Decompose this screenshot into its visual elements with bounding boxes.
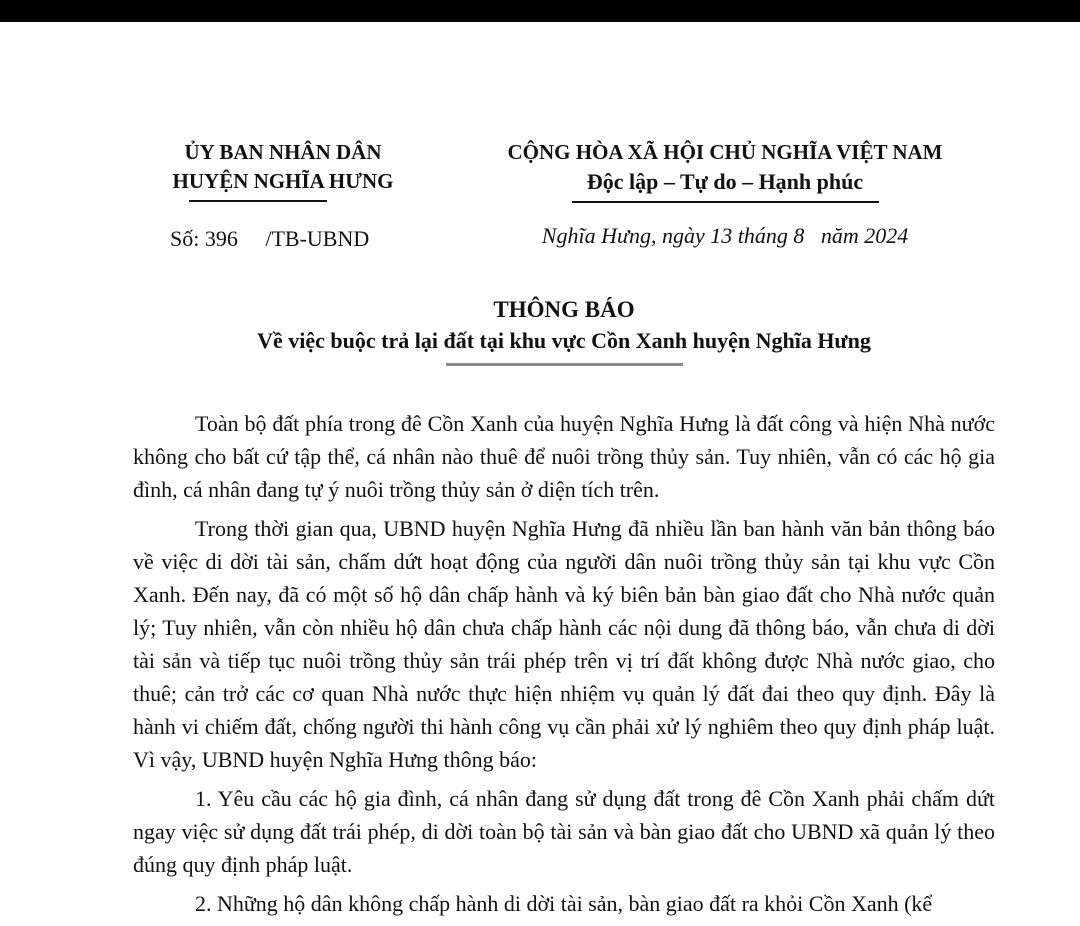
notice-title-block <box>133 296 995 366</box>
national-motto: Độc lập – Tự do – Hạnh phúc <box>586 169 864 194</box>
body-paragraph-2: Trong thời gian qua, UBND huyện Nghĩa Hưng đã nhiều lần ban hành văn bản thông báo về việc di dời tài sản, chấm dứt hoạt động của người dân nuôi trồng thủy sản tại khu vực Cồn Xanh. Đến nay, đã có một số hộ dân chấp hành và ký biên bản bàn giao đất cho Nhà nước quản lý; Tuy nhiên, vẫn còn nhiều hộ dân chưa chấp hành các nội dung đã thông báo, vẫn chưa di dời tài sản và tiếp tục nuôi trồng thủy sản trái phép trên vị trí đất không được Nhà nước giao, cho thuê; cản trở các cơ quan Nhà nước thực hiện nhiệm vụ quản lý đất đai theo quy định. Đây là hành vi chiếm đất, chống người thi hành công vụ cần phải xử lý nghiêm theo quy định pháp luật. Vì vậy, UBND huyện Nghĩa Hưng thông báo: <box>133 516 995 772</box>
issuing-authority-locality: HUYỆN NGHĨA HƯNG <box>172 169 394 193</box>
document-header <box>0 138 1080 252</box>
body-paragraph-4-cut-off: 2. Những hộ dân không chấp hành di dời tài sản, bàn giao đất ra khỏi Cồn Xanh (kể <box>195 891 933 916</box>
top-letterbox-bar <box>0 0 1080 22</box>
title-separator <box>446 363 683 366</box>
issuing-authority-name: ỦY BAN NHÂN DÂN <box>184 140 382 164</box>
body-paragraph-3: 1. Yêu cầu các hộ gia đình, cá nhân đang sử dụng đất trong đê Cồn Xanh phải chấm dứt ngay việc sử dụng đất trái phép, di dời toàn bộ tài sản và bàn giao đất cho UBND xã quản lý theo đúng quy định pháp luật. <box>133 786 995 877</box>
motto-underline <box>572 201 879 203</box>
national-header-line: CỘNG HÒA XÃ HỘI CHỦ NGHĨA VIỆT NAM <box>507 140 943 164</box>
document-number: Số: 396 /TB-UBND <box>170 226 370 251</box>
notice-subtitle: Về việc buộc trả lại đất tại khu vực Cồn Xanh huyện Nghĩa Hưng <box>257 328 871 353</box>
place-date-line: Nghĩa Hưng, ngày 13 tháng 8 năm 2024 <box>541 223 909 248</box>
notice-body <box>133 407 995 920</box>
body-paragraph-1: Toàn bộ đất phía trong đê Cồn Xanh của huyện Nghĩa Hưng là đất công và hiện Nhà nước không cho bất cứ tập thể, cá nhân nào thuê để nuôi trồng thủy sản. Tuy nhiên, vẫn có các hộ gia đình, cá nhân đang tự ý nuôi trồng thủy sản ở diện tích trên. <box>133 411 995 502</box>
issuing-authority-block <box>133 138 433 252</box>
national-header-block <box>475 138 975 252</box>
document-page <box>0 138 1080 920</box>
authority-underline <box>189 200 327 202</box>
notice-title: THÔNG BÁO <box>493 297 635 322</box>
